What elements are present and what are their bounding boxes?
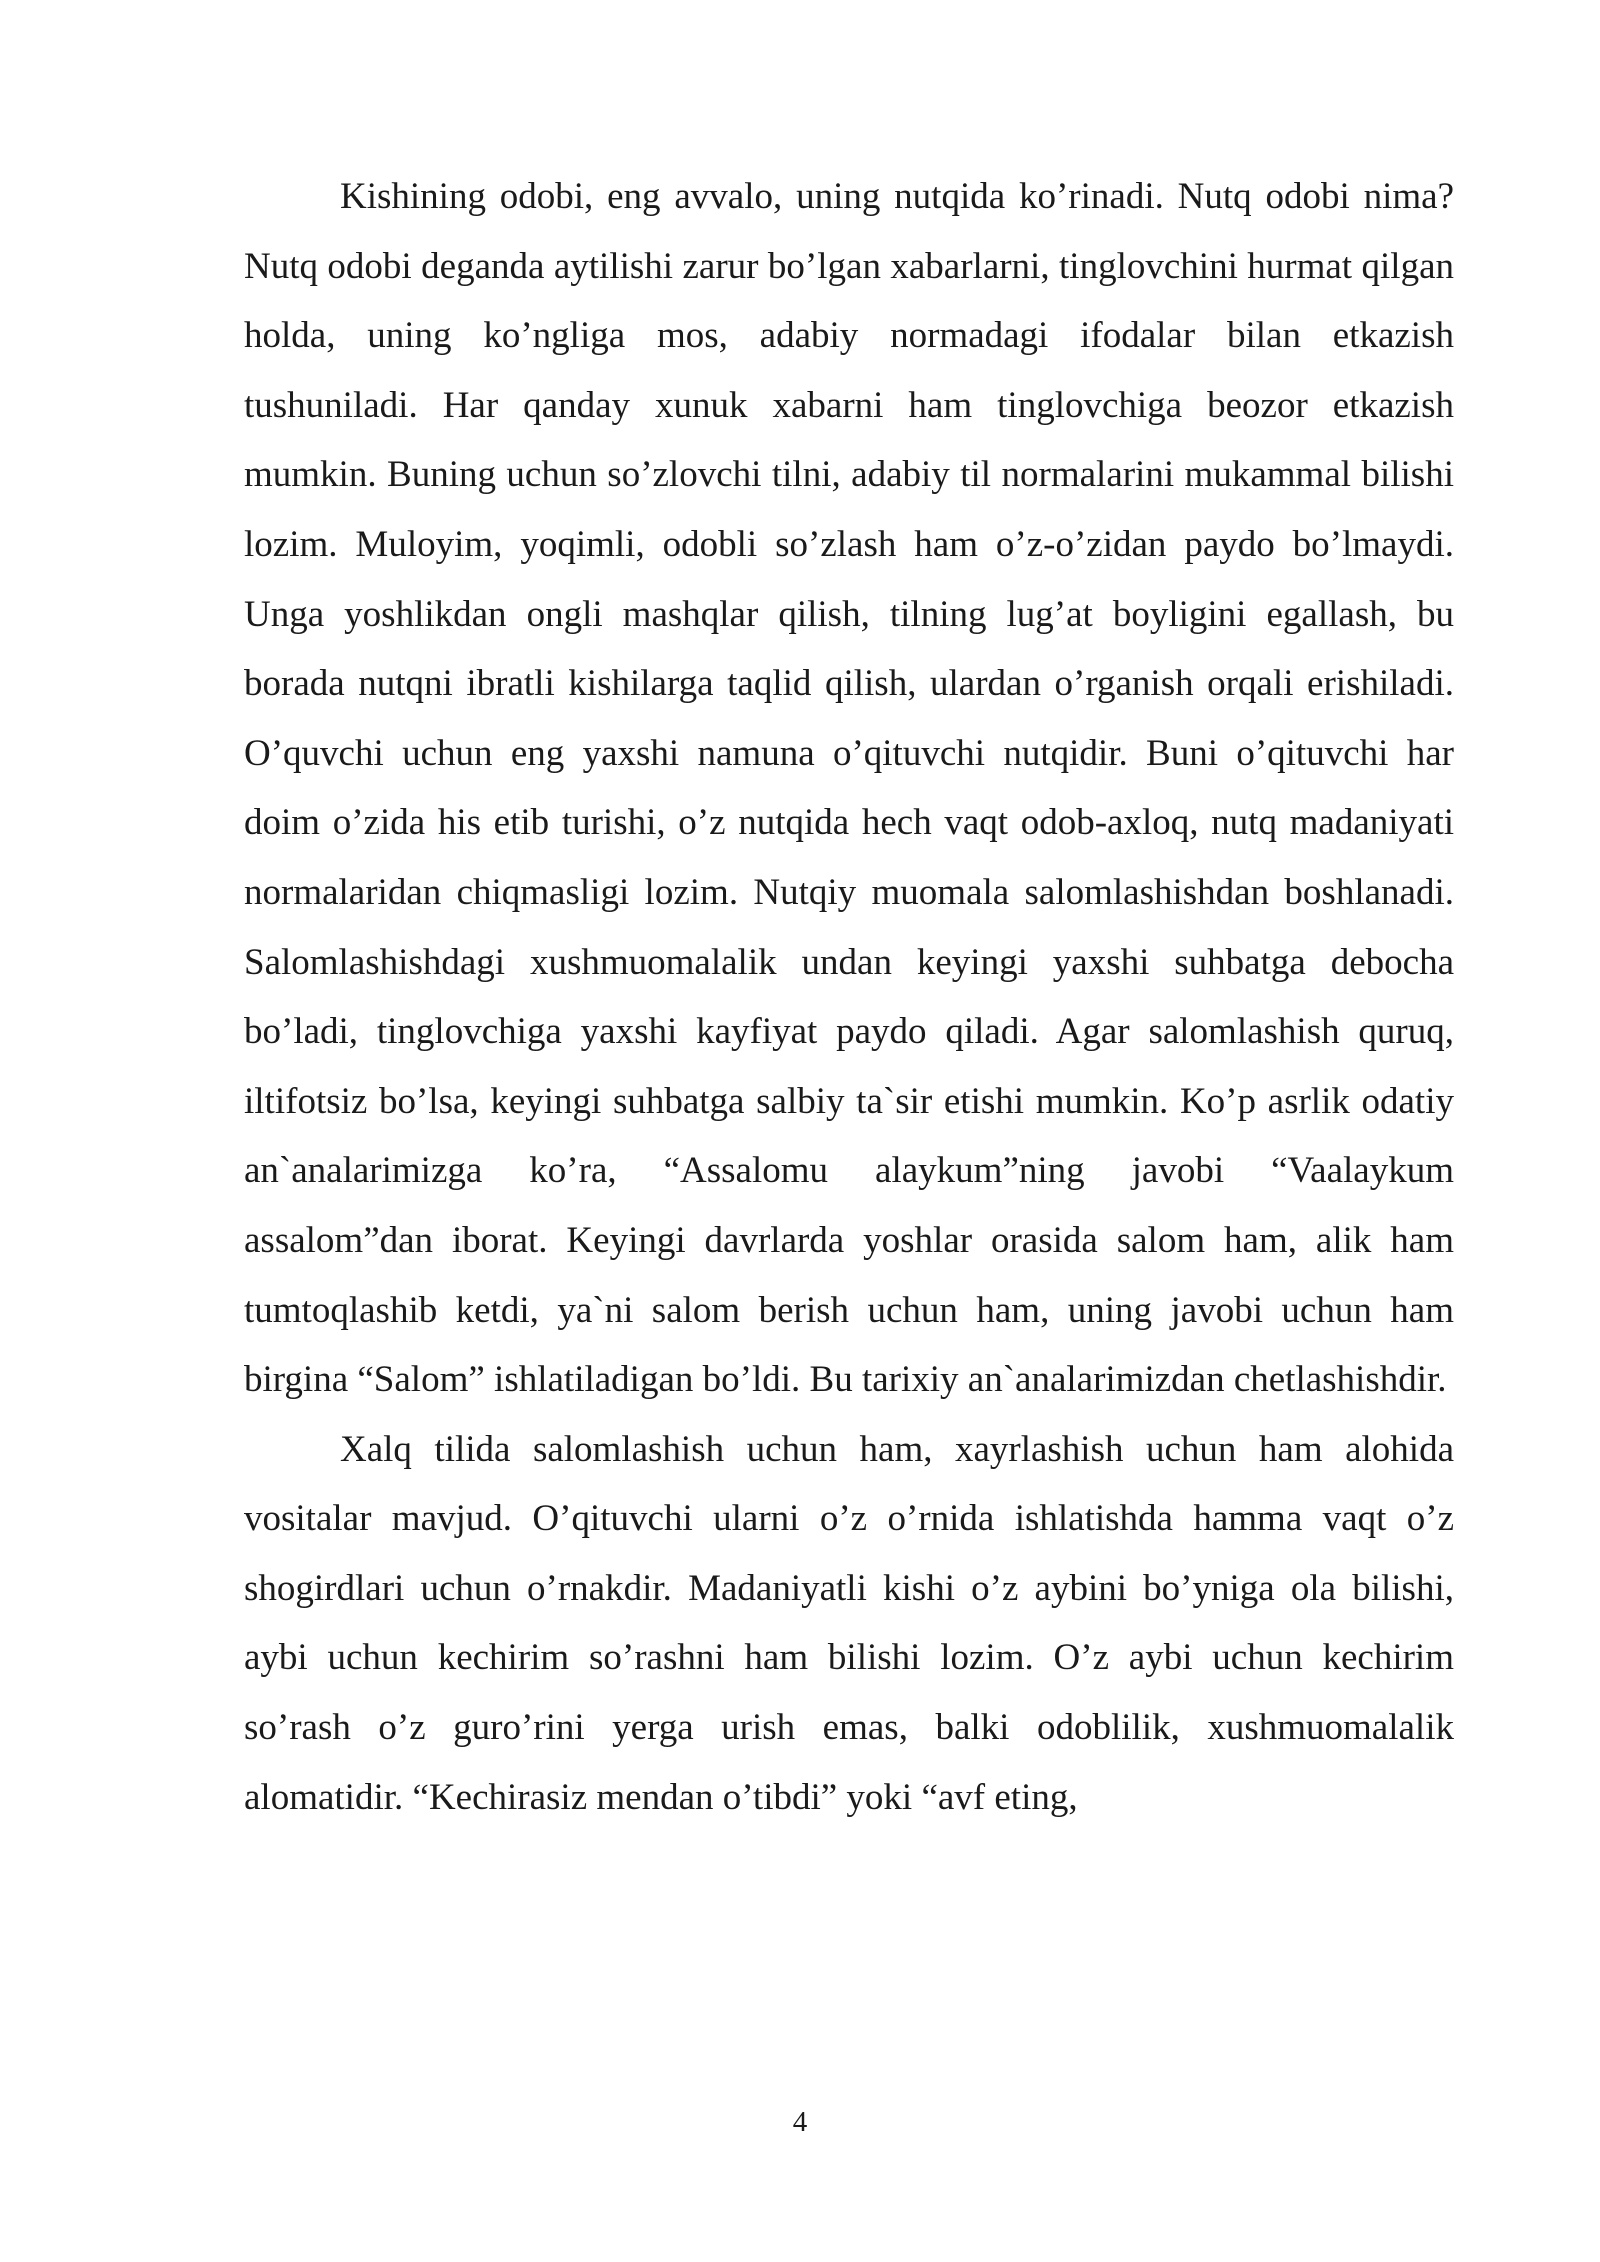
- page-number: 4: [792, 2106, 808, 2138]
- paragraph-2: Xalq tilida salomlashish uchun ham, xayrlashish uchun ham alohida vositalar mavjud. O’qituvchi ularni o’z o’rnida ishlatishda hamma vaqt o’z shogirdlari uchun o’rnakdir. Madaniyatli kishi o’z aybini bo’yniga ola bilishi, aybi uchun kechirim so’rashni ham bilishi lozim. O’z aybi uchun kechirim so’rash o’z guro’rini yerga urish emas, balki odoblilik, xushmuomalalik alomatidir. “Kechirasiz mendan o’tibdi” yoki “avf eting,: [244, 1428, 1454, 1818]
- paragraph-1: Kishining odobi, eng avvalo, uning nutqida ko’rinadi. Nutq odobi nima? Nutq odobi deganda aytilishi zarur bo’lgan xabarlarni, tinglovchini hurmat qilgan holda, uning ko’ngliga mos, adabiy normadagi ifodalar bilan etkazish tushuniladi. Har qanday xunuk xabarni ham tinglovchiga beozor etkazish mumkin. Buning uchun so’zlovchi tilni, adabiy til normalarini mukammal bilishi lozim. Muloyim, yoqimli, odobli so’zlash ham o’z-o’zidan paydo bo’lmaydi. Unga yoshlikdan ongli mashqlar qilish, tilning lug’at boyligini egallash, bu borada nutqni ibratli kishilarga taqlid qilish, ulardan o’rganish orqali erishiladi. O’quvchi uchun eng yaxshi namuna o’qituvchi nutqidir. Buni o’qituvchi har doim o’zida his etib turishi, o’z nutqida hech vaqt odob-axloq, nutq madaniyati normalaridan chiqmasligi lozim. Nutqiy muomala salomlashishdan boshlanadi. Salomlashishdagi xushmuomalalik undan keyingi yaxshi suhbatga debocha bo’ladi, tinglovchiga yaxshi kayfiyat paydo qiladi. Agar salomlashish quruq, iltifotsiz bo’lsa, keyingi suhbatga salbiy ta`sir etishi mumkin. Ko’p asrlik odatiy an`analarimizga ko’ra, “Assalomu alaykum”ning javobi “Vaalaykum assalom”dan iborat. Keyingi davrlarda yoshlar orasida salom ham, alik ham tumtoqlashib ketdi, ya`ni salom berish uchun ham, uning javobi uchun ham birgina “Salom” ishlatiladigan bo’ldi. Bu tarixiy an`analarimizdan chetlashishdir.: [244, 176, 1454, 1401]
- body-text: [244, 162, 1454, 1832]
